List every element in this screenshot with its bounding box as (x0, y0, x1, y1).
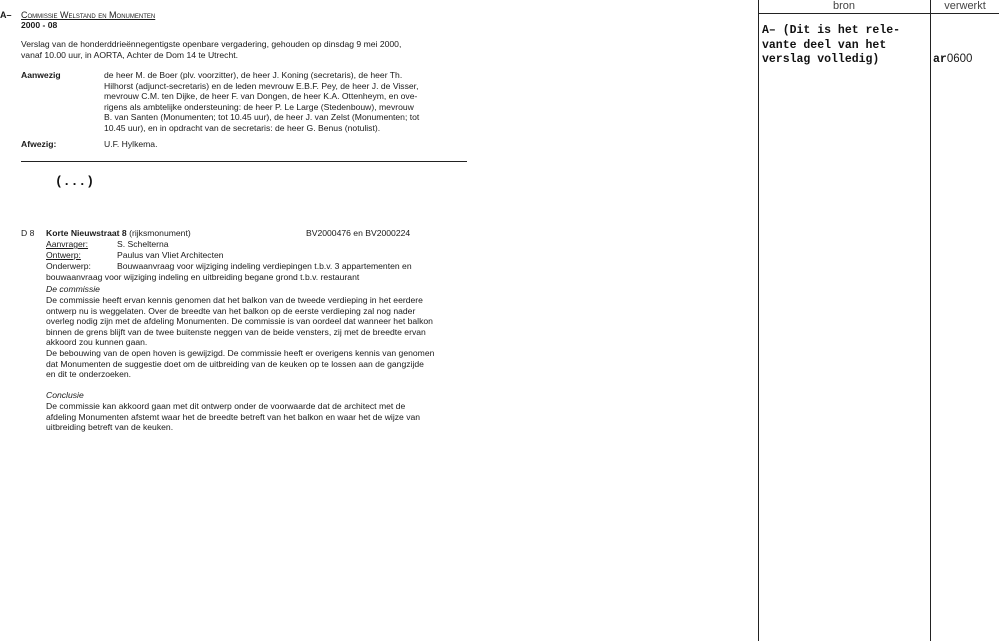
commission-title: Commissie Welstand en Monumenten (21, 10, 156, 20)
bron-note (762, 24, 900, 68)
bron-note-line: A– (Dit is het rele- (762, 24, 901, 37)
present-list (104, 70, 419, 134)
verwerkt-code (933, 53, 972, 66)
meeting-number: 2000 - 08 (21, 20, 58, 30)
absent-value: U.F. Hylkema. (104, 139, 158, 149)
commission-text (46, 295, 434, 380)
commission-heading: De commissie (46, 284, 100, 294)
present-label: Aanwezig (21, 70, 61, 80)
item-code: D 8 (21, 228, 35, 238)
subject-label: Onderwerp: (46, 261, 91, 271)
verwerkt-code-prefix: ar (933, 53, 947, 66)
conclusion-text (46, 401, 420, 433)
present-line: B. van Santen (Monumenten; tot 10.45 uur), de heer J. van Zelst (Monumenten; tot (104, 112, 420, 123)
bron-column-header: bron (832, 0, 856, 12)
commission-line: De commissie heeft ervan kennis genomen dat het balkon van de tweede verdieping in het eerdere (46, 295, 423, 305)
bron-column-divider (758, 0, 759, 641)
bron-note-line: verslag volledig) (762, 53, 880, 66)
intro-line-2: vanaf 10.00 uur, in AORTA, Achter de Dom 14 te Utrecht. (21, 50, 239, 60)
column-header-rule (758, 13, 999, 14)
design-value: Paulus van Vliet Architecten (117, 250, 224, 260)
commission-line: dat Monumenten de suggestie doet om de uitbreiding van de keuken op te lossen aan de gangzijde (46, 358, 424, 369)
verwerkt-column-header: verwerkt (944, 0, 986, 12)
subject-value: Bouwaanvraag voor wijziging indeling verdiepingen t.b.v. 3 appartementen en (117, 261, 412, 271)
commission-line: binnen de grens blijft van de twee buitenste neggen van de beide vensters, zij met de breedte ervan (46, 326, 426, 337)
conclusion-line: uitbreiding betreft van de keuken. (46, 422, 174, 433)
verwerkt-code-number: 0600 (946, 53, 973, 65)
present-line: Hilhorst (adjunct-secretaris) en de leden mevrouw E.B.F. Pey, de heer J. de Visser, (104, 80, 419, 91)
conclusion-line: afdeling Monumenten afstemt waar het de breedte betreft van het balkon en waar het de wijze van (46, 411, 421, 422)
commission-line: en dit te onderzoeken. (46, 369, 132, 380)
conclusion-heading: Conclusie (46, 390, 84, 400)
absent-label: Afwezig: (21, 139, 57, 149)
design-label: Ontwerp: (46, 250, 81, 260)
conclusion-line: De commissie kan akkoord gaan met dit ontwerp onder de voorwaarde dat de architect met de (46, 401, 406, 411)
commission-line: ontwerp nu is weggelaten. Over de breedte van het balkon op de eerste verdieping zal nog nader (46, 305, 416, 316)
present-line: rigens als ambtelijke ondersteuning: de heer P. Le Large (Stedenbouw), mevrouw (104, 101, 414, 112)
verwerkt-column-divider (930, 0, 931, 641)
item-address-note: (rijksmonument) (129, 228, 191, 238)
separator-line (21, 161, 467, 162)
present-line: 10.45 uur), en in opdracht van de secretaris: de heer G. Benus (notulist). (104, 122, 381, 133)
commission-line: De bebouwing van de open hoven is gewijzigd. De commissie heeft er overigens kennis van genomen (46, 347, 435, 358)
ellipsis-marker: (...) (55, 174, 95, 189)
section-marker: A– (0, 10, 12, 20)
item-address: Korte Nieuwstraat 8 (46, 228, 127, 238)
commission-line: overleg nodig zijn met de afdeling Monumenten. De commissie is van oordeel dat wanneer het balkon (46, 316, 433, 327)
present-line: mevrouw C.M. ten Dijke, de heer F. van Dongen, de heer K.A. Ottenheym, en ove- (104, 91, 418, 102)
item-references: BV2000476 en BV2000224 (306, 228, 411, 238)
intro-line-1: Verslag van de honderddrieënnegentigste openbare vergadering, gehouden op dinsdag 9 mei 2000, (21, 39, 402, 49)
applicant-value: S. Schelterna (117, 239, 169, 249)
item-heading (46, 228, 191, 238)
present-line: de heer M. de Boer (plv. voorzitter), de heer J. Koning (secretaris), de heer Th. (104, 70, 403, 80)
bron-note-line: vante deel van het (762, 38, 887, 52)
applicant-label: Aanvrager: (46, 239, 89, 249)
commission-line: akkoord zou kunnen gaan. (46, 337, 148, 348)
subject-line-2: bouwaanvraag voor wijziging indeling en uitbreiding begane grond t.b.v. restaurant (46, 272, 360, 282)
